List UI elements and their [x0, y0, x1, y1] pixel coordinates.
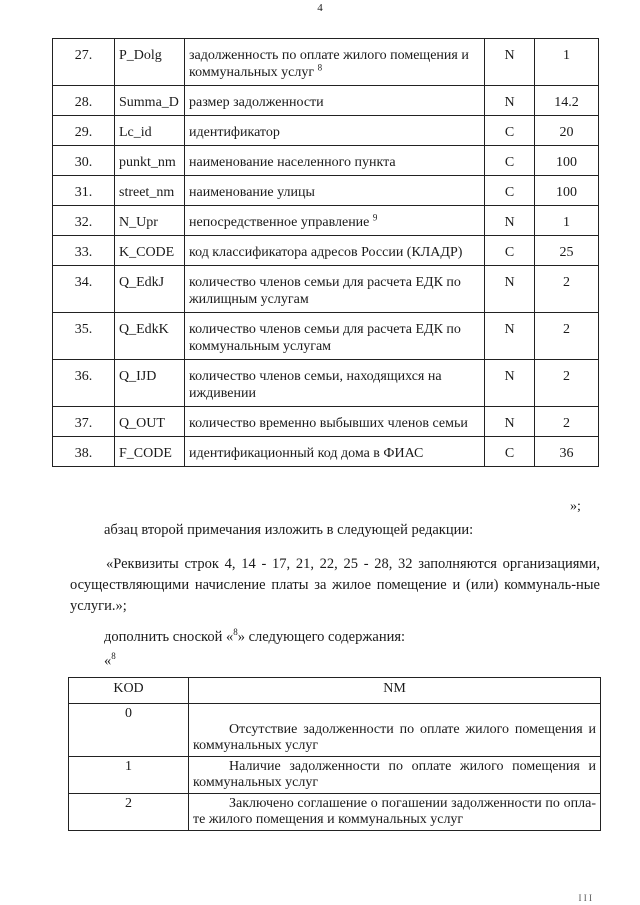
- nm-value: Заключено соглашение о погашении задолженности по опла-те жилого помещения и коммунальных услуг: [189, 794, 601, 831]
- row-number: 35.: [53, 313, 115, 360]
- table-row: [69, 794, 601, 831]
- field-length: 1: [535, 206, 599, 236]
- field-code: F_CODE: [115, 437, 185, 467]
- field-length: 100: [535, 176, 599, 206]
- field-code: Summa_D: [115, 86, 185, 116]
- field-type: N: [485, 407, 535, 437]
- table-row: [53, 206, 599, 236]
- field-length: 2: [535, 313, 599, 360]
- nm-header: NM: [189, 678, 601, 704]
- field-length: 2: [535, 360, 599, 407]
- field-type: C: [485, 116, 535, 146]
- footer-mark: I I I: [578, 893, 592, 903]
- row-number: 27.: [53, 39, 115, 86]
- table-row: [69, 704, 601, 757]
- table-row: [53, 236, 599, 266]
- field-type: C: [485, 236, 535, 266]
- kod-value: 2: [69, 794, 189, 831]
- field-code: Q_IJD: [115, 360, 185, 407]
- row-number: 37.: [53, 407, 115, 437]
- field-description: размер задолженности: [185, 86, 485, 116]
- field-type: N: [485, 360, 535, 407]
- field-description: количество временно выбывших членов семьи: [185, 407, 485, 437]
- closing-quote: »;: [570, 499, 581, 514]
- field-type: N: [485, 39, 535, 86]
- field-type: N: [485, 86, 535, 116]
- note-paragraph: «Реквизиты строк 4, 14 - 17, 21, 22, 25 - 28, 32 заполняются организациями, осуществляющими начисление платы за жилое помещение и (или) коммуналь-ные услуги.»;: [70, 556, 600, 614]
- footnote-ref: 8: [233, 627, 238, 638]
- field-length: 36: [535, 437, 599, 467]
- table-row: [53, 39, 599, 86]
- row-number: 29.: [53, 116, 115, 146]
- nm-value: Отсутствие задолженности по оплате жилого помещения и коммунальных услуг: [189, 704, 601, 757]
- row-number: 33.: [53, 236, 115, 266]
- table-row: [53, 360, 599, 407]
- kod-value: 0: [69, 704, 189, 757]
- table-row: [53, 116, 599, 146]
- footnote-open: «$^8$: [104, 651, 116, 669]
- kod-header: KOD: [69, 678, 189, 704]
- table-row: [69, 757, 601, 794]
- kod-table: [68, 677, 601, 831]
- row-number: 28.: [53, 86, 115, 116]
- field-code: P_Dolg: [115, 39, 185, 86]
- field-code: K_CODE: [115, 236, 185, 266]
- nm-value: Наличие задолженности по оплате жилого помещения и коммунальных услуг: [189, 757, 601, 794]
- table-row: [53, 176, 599, 206]
- field-type: N: [485, 206, 535, 236]
- row-number: 36.: [53, 360, 115, 407]
- field-description: наименование населенного пункта: [185, 146, 485, 176]
- field-code: street_nm: [115, 176, 185, 206]
- fields-table: [52, 38, 599, 467]
- field-type: C: [485, 437, 535, 467]
- field-description: идентификационный код дома в ФИАС: [185, 437, 485, 467]
- row-number: 32.: [53, 206, 115, 236]
- page-number: 4: [317, 2, 323, 14]
- field-length: 20: [535, 116, 599, 146]
- table-row: [53, 313, 599, 360]
- row-number: 34.: [53, 266, 115, 313]
- field-description: количество членов семьи для расчета ЕДК по коммунальным услугам: [185, 313, 485, 360]
- row-number: 30.: [53, 146, 115, 176]
- field-length: 25: [535, 236, 599, 266]
- field-code: Q_OUT: [115, 407, 185, 437]
- field-length: 2: [535, 407, 599, 437]
- field-description: наименование улицы: [185, 176, 485, 206]
- field-description: количество членов семьи для расчета ЕДК по жилищным услугам: [185, 266, 485, 313]
- field-description: количество членов семьи, находящихся на иждивении: [185, 360, 485, 407]
- field-length: 2: [535, 266, 599, 313]
- field-code: punkt_nm: [115, 146, 185, 176]
- table-row: [53, 437, 599, 467]
- kod-header-row: [69, 678, 601, 704]
- field-length: 14.2: [535, 86, 599, 116]
- field-type: N: [485, 266, 535, 313]
- field-code: Q_EdkJ: [115, 266, 185, 313]
- field-length: 100: [535, 146, 599, 176]
- field-type: C: [485, 146, 535, 176]
- row-number: 38.: [53, 437, 115, 467]
- table-row: [53, 407, 599, 437]
- field-type: N: [485, 313, 535, 360]
- table-row: [53, 86, 599, 116]
- footnote-ref: 9: [372, 212, 378, 223]
- footnote-ref: 8: [317, 62, 323, 73]
- kod-value: 1: [69, 757, 189, 794]
- field-description: задолженность по оплате жилого помещения и коммунальных услуг $^8$: [185, 39, 485, 86]
- field-description: идентификатор: [185, 116, 485, 146]
- table-row: [53, 266, 599, 313]
- field-description: непосредственное управление $^9$: [185, 206, 485, 236]
- field-code: N_Upr: [115, 206, 185, 236]
- footnote-instruction: дополнить сноской «$^8$» следующего содержания:: [104, 627, 406, 645]
- table-row: [53, 146, 599, 176]
- field-length: 1: [535, 39, 599, 86]
- row-number: 31.: [53, 176, 115, 206]
- field-description: код классификатора адресов России (КЛАДР): [185, 236, 485, 266]
- footnote-number: 8: [111, 651, 116, 662]
- field-code: Q_EdkK: [115, 313, 185, 360]
- field-type: C: [485, 176, 535, 206]
- field-code: Lc_id: [115, 116, 185, 146]
- amendment-paragraph: абзац второй примечания изложить в следующей редакции:: [104, 522, 474, 538]
